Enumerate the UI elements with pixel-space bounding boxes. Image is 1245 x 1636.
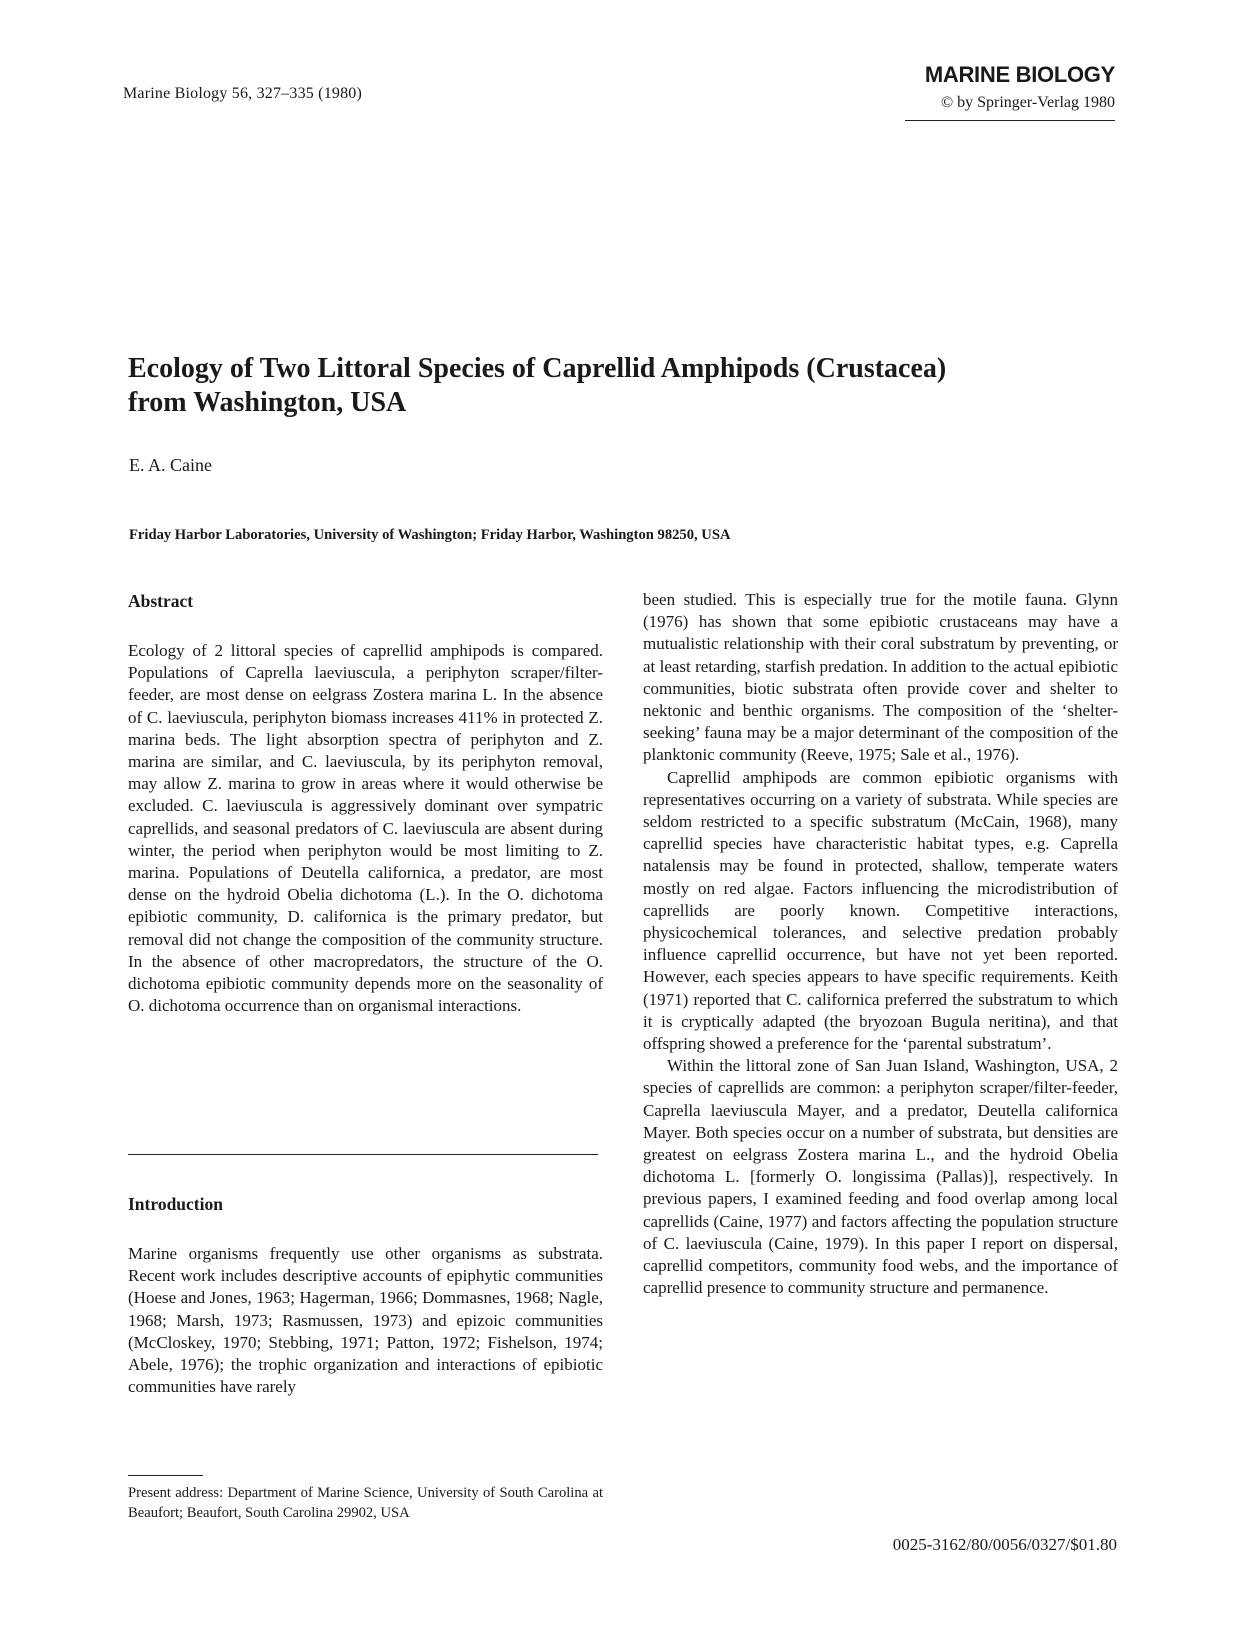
journal-masthead (895, 62, 1115, 121)
intro-paragraph-3: Within the littoral zone of San Juan Island, Washington, USA, 2 species of caprellids are common: a periphyton scraper/filter-feeder, Caprella laeviuscula Mayer, and a predator, Deutella californica Mayer. Both species occur on a number of substrata, but densities are greatest on eelgrass Zostera marina L., and the hydroid Obelia dichotoma L. [formerly O. longissima (Pallas)], respectively. In previous papers, I examined feeding and food overlap among local caprellids (Caine, 1977) and factors affecting the population structure of C. laeviuscula (Caine, 1979). In this paper I report on dispersal, caprellid competitors, community food webs, and the importance of caprellid presence to community structure and permanence. (643, 1056, 1118, 1298)
introduction-heading: Introduction (128, 1194, 223, 1214)
intro-paragraph-2: Caprellid amphipods are common epibiotic organisms with representatives occurring on a variety of substrata. While species are seldom restricted to a specific substratum (McCain, 1968), many caprellid species have characteristic habitat types, e.g. Caprella natalensis may be found in protected, shallow, temperate waters mostly on red algae. Factors influencing the microdistribution of caprellids are poorly known. Competitive interactions, physicochemical tolerances, and selective predation probably influence caprellid occurrence, but have not yet been reported. However, each species appears to have specific requirements. Keith (1971) reported that C. californica preferred the substratum to which it is cryptically adapted (the bryozoan Bugula neritina), and that offspring showed a preference for the ‘parental substratum’. (643, 767, 1118, 1054)
intro-paragraph-1: Marine organisms frequently use other organisms as substrata. Recent work includes descriptive accounts of epiphytic communities (Hoese and Jones, 1963; Hagerman, 1966; Dommasnes, 1968; Nagle, 1968; Marsh, 1973; Rasmussen, 1973) and epizoic communities (McCloskey, 1970; Stebbing, 1971; Patton, 1972; Fishelson, 1974; Abele, 1976); the trophic organization and interactions of epibiotic communities have rarely (128, 1244, 603, 1397)
article-title (128, 352, 1088, 420)
abstract-heading: Abstract (128, 591, 194, 611)
right-column (643, 589, 1118, 1300)
author-name: E. A. Caine (129, 455, 212, 475)
introduction-section (128, 1193, 603, 1398)
title-line-1: Ecology of Two Littoral Species of Caprellid Amphipods (Crustacea) (128, 353, 947, 384)
abstract-text: Ecology of 2 littoral species of caprellid amphipods is compared. Populations of Caprella laeviuscula, a periphyton scraper/filter-feeder, are most dense on eelgrass Zostera marina L. In the absence of C. laeviuscula, periphyton biomass increases 411% in protected Z. marina beds. The light absorption spectra of periphyton and Z. marina are similar, and C. laeviuscula, by its periphyton removal, may allow Z. marina to grow in areas where it would otherwise be excluded. C. laeviuscula is aggressively dominant over sympatric caprellids, and seasonal predators of C. laeviuscula are absent during winter, the period when periphyton would be most limiting to Z. marina. Populations of Deutella californica, a predator, are most dense on the hydroid Obelia dichotoma (L.). In the O. dichotoma epibiotic community, D. californica is the primary predator, but removal did not change the composition of the community structure. In the absence of other macropredators, the structure of the O. dichotoma epibiotic community depends more on the seasonality of O. dichotoma occurrence than on organismal interactions. (128, 641, 603, 1016)
author-affiliation: Friday Harbor Laboratories, University of Washington; Friday Harbor, Washington 98250, USA (129, 527, 731, 543)
article-code: 0025-3162/80/0056/0327/$01.80 (892, 1535, 1117, 1554)
footnote-rule (128, 1475, 203, 1476)
footnote: Present address: Department of Marine Science, University of South Carolina at Beaufort; Beaufort, South Carolina 29902, USA (128, 1485, 603, 1521)
abstract-section (128, 590, 603, 1017)
journal-citation: Marine Biology 56, 327–335 (1980) (123, 85, 363, 102)
masthead-rule (905, 120, 1115, 121)
journal-name: MARINE BIOLOGY (924, 62, 1115, 87)
section-divider (128, 1154, 598, 1155)
title-line-2: from Washington, USA (128, 387, 407, 418)
copyright-line: © by Springer-Verlag 1980 (940, 94, 1115, 111)
intro-paragraph-1-continued: been studied. This is especially true for the motile fauna. Glynn (1976) has shown that some epibiotic crustaceans may have a mutualistic relationship with their coral substratum by preventing, or at least retarding, starfish predation. In addition to the actual epibiotic communities, biotic substrata often provide cover and shelter to nektonic and benthic organisms. The composition of the ‘shelter-seeking’ fauna may be a major determinant of the composition of the planktonic community (Reeve, 1975; Sale et al., 1976). (643, 590, 1118, 765)
